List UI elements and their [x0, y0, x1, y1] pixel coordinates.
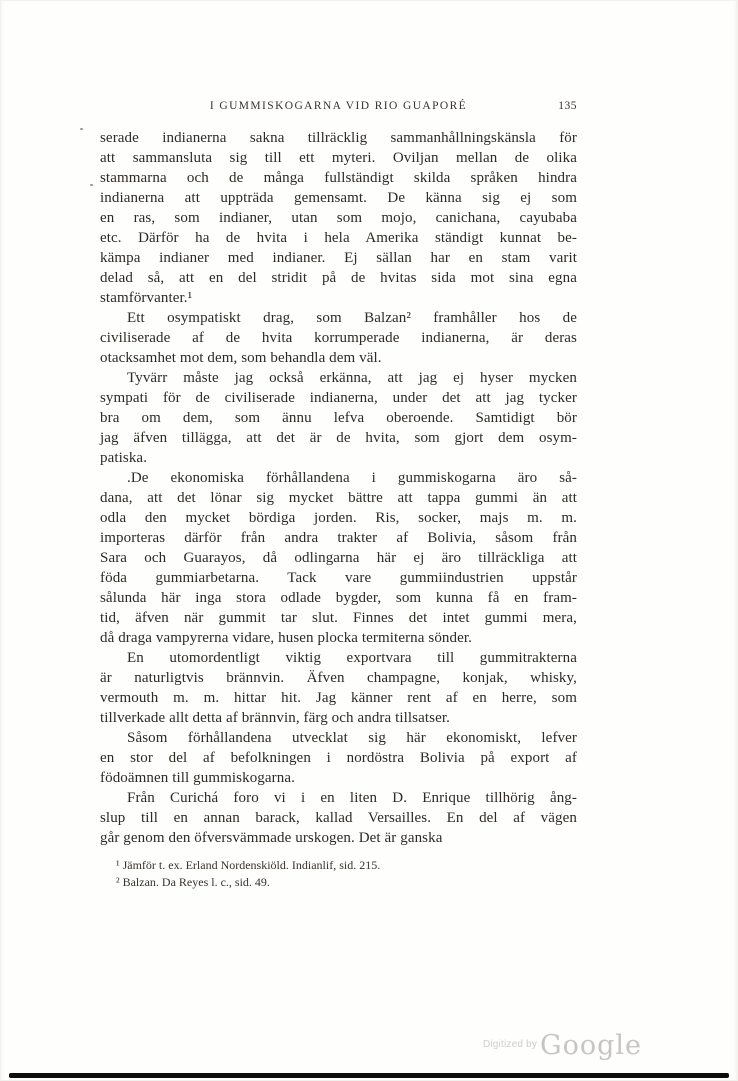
- text-line: En utomordentligt viktig exportvara till gummitrakterna: [127, 650, 577, 666]
- paragraph: [100, 368, 577, 468]
- text-line: en ras, som indianer, utan som mojo, canichana, cayubaba: [100, 210, 577, 226]
- body-text: [100, 128, 577, 848]
- text-line: är naturligtvis brännvin. Äfven champagne, konjak, whisky,: [100, 670, 577, 686]
- text-line: odla den mycket bördiga jorden. Ris, socker, majs m. m.: [100, 510, 577, 526]
- scan-edge-bottom: [9, 1073, 729, 1078]
- text-line: födoämnen till gummiskogarna.: [100, 770, 295, 786]
- text-line: indianerna att uppträda gemensamt. De känna sig ej som: [100, 190, 577, 206]
- text-line: en stor del af befolkningen i nordöstra Bolivia på export af: [100, 750, 577, 766]
- text-line: .De ekonomiska förhållandena i gummiskogarna äro så-: [127, 470, 577, 486]
- text-line: otacksamhet mot dem, som behandla dem väl.: [100, 350, 382, 366]
- text-line: tid, äfven när gummit tar slut. Finnes det intet gummi mera,: [100, 610, 577, 626]
- text-line: jag äfven tillägga, att det är de hvita, som gjort dem osym-: [100, 430, 577, 446]
- page-number: 135: [558, 100, 577, 112]
- text-block: [100, 100, 577, 891]
- text-line: stamförvanter.¹: [100, 290, 193, 306]
- text-line: civiliserade af de hvita korrumperade indianerna, är deras: [100, 330, 577, 346]
- paragraph: [100, 128, 577, 308]
- paragraph: [100, 308, 577, 368]
- scan-artifact-dot: [90, 184, 93, 186]
- text-line: vermouth m. m. hittar hit. Jag känner rent af en herre, som: [100, 690, 577, 706]
- paragraph: [100, 788, 577, 848]
- text-line: då draga vampyrerna vidare, husen plocka termiterna sönder.: [100, 630, 473, 646]
- text-line: serade indianerna sakna tillräcklig sammanhållningskänsla för: [100, 130, 577, 146]
- footnote: ² Balzan. Da Reyes l. c., sid. 49.: [116, 875, 270, 889]
- text-line: bra om dem, som ännu lefva oberoende. Samtidigt bör: [100, 410, 577, 426]
- paragraph: [100, 468, 577, 648]
- google-logo: Google: [540, 1030, 642, 1061]
- paragraph: [100, 728, 577, 788]
- text-line: sålunda här inga stora odlade bygder, som kunna få en fram-: [100, 590, 577, 606]
- watermark: [483, 1030, 642, 1061]
- text-line: Tyvärr måste jag också erkänna, att jag ej hyser mycken: [127, 370, 577, 386]
- text-line: föda gummiarbetarna. Tack vare gummiindustrien uppstår: [100, 570, 577, 586]
- text-line: patiska.: [100, 450, 148, 466]
- scan-artifact-dot: [80, 128, 83, 130]
- text-line: etc. Därför ha de hvita i hela Amerika ständigt kunnat be-: [100, 230, 577, 246]
- text-line: stammarna och de många fullständigt skilda språken hindra: [100, 170, 577, 186]
- text-line: Såsom förhållandena utvecklat sig här ekonomiskt, lefver: [127, 730, 577, 746]
- text-line: slup till en annan barack, kallad Versailles. En del af vägen: [100, 810, 577, 826]
- running-title: I GUMMISKOGARNA VID RIO GUAPORÉ: [209, 100, 468, 112]
- text-line: delad så, att en del stridit på de hvitas sida mot sina egna: [100, 270, 577, 286]
- text-line: Sara och Guarayos, då odlingarna här ej äro tillräckliga att: [100, 550, 577, 566]
- text-line: dana, att det lönar sig mycket bättre att tappa gummi än att: [100, 490, 577, 506]
- paragraph: [100, 648, 577, 728]
- footnotes: [100, 857, 577, 891]
- digitized-by-label: Digitized by: [482, 1039, 541, 1050]
- text-line: sympati för de civiliserade indianerna, under det att jag tycker: [100, 390, 577, 406]
- text-line: tillverkade allt detta af brännvin, färg och andra tillsatser.: [100, 710, 450, 726]
- text-line: kämpa indianer med indianer. Ej sällan har en stam varit: [100, 250, 577, 266]
- text-line: Från Curichá foro vi i en liten D. Enrique tillhörig ång-: [127, 790, 577, 806]
- text-line: importeras därför från andra trakter af Bolivia, såsom från: [100, 530, 577, 546]
- text-line: att sammansluta sig till ett myteri. Oviljan mellan de olika: [100, 150, 577, 166]
- text-line: går genom den öfversvämmade urskogen. Det är ganska: [100, 830, 443, 846]
- page-header: [100, 100, 577, 115]
- text-line: Ett osympatiskt drag, som Balzan² framhåller hos de: [127, 310, 577, 326]
- footnote: ¹ Jämför t. ex. Erland Nordenskiöld. Indianlif, sid. 215.: [116, 858, 381, 872]
